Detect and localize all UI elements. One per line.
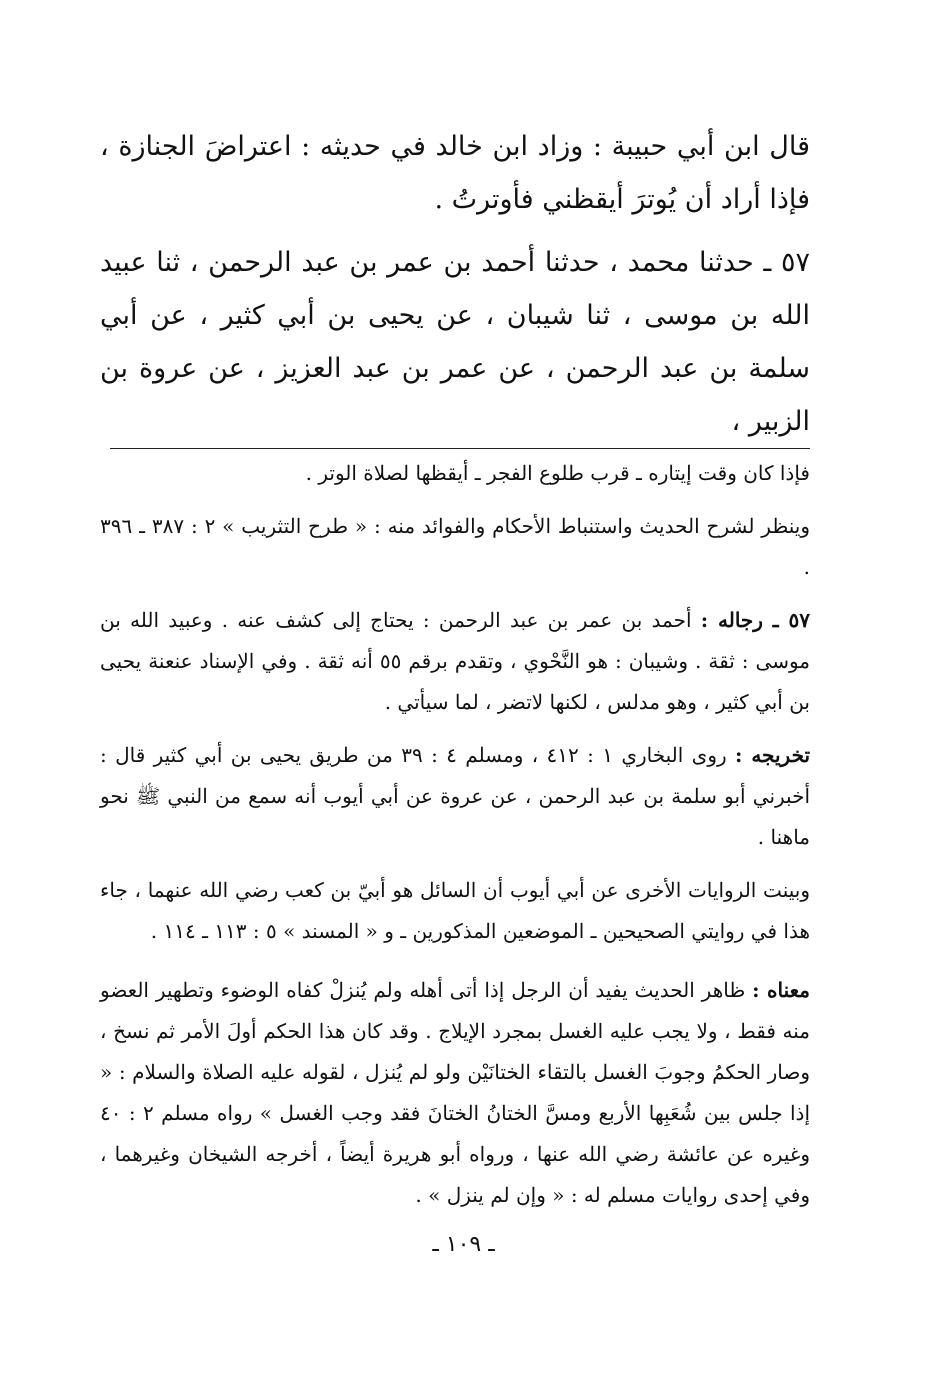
page-body	[100, 120, 810, 1216]
footnote-meaning-heading: معناه :	[752, 978, 810, 1002]
footnote-other-narrations: وبينت الروايات الأخرى عن أبي أيوب أن السائل هو أبيّ بن كعب رضي الله عنهما ، جاء هذا في روايتي الصحيحين ـ الموضعين المذكورين ـ و « المسند » ٥ : ١١٣ ـ ١١٤ .	[100, 878, 810, 943]
page-number: ـ ١٠٩ ـ	[432, 1232, 495, 1257]
main-paragraph-hadith-57: ٥٧ ـ حدثنا محمد ، حدثنا أحمد بن عمر بن عبد الرحمن ، ثنا عبيد الله بن موسى ، ثنا شيبان ، عن يحيى بن أبي كثير ، عن أبي سلمة بن عبد الرحمن ، عن عمر بن عبد العزيز ، عن عروة بن الزبير ،	[100, 247, 810, 437]
footnote-meaning	[100, 970, 810, 1216]
footnote-wakeup: فإذا كان وقت إيتاره ـ قرب طلوع الفجر ـ أيقظها لصلاة الوتر .	[305, 461, 810, 485]
footnote-takhrij	[100, 735, 810, 858]
footnote-takhrij-text: روى البخاري ١ : ٤١٢ ، ومسلم ٤ : ٣٩ من طريق يحيى بن أبي كثير قال : أخبرني أبو سلمة بن عبد الرحمن ، عن عروة عن أبي أيوب أنه سمع من النبي ﷺ نحو ماهنا .	[100, 743, 810, 849]
footnote-commentary-reference: وينظر لشرح الحديث واستنباط الأحكام والفوائد منه : « طرح التثريب » ٢ : ٣٨٧ ـ ٣٩٦ .	[100, 514, 810, 579]
footnote-separator	[110, 448, 810, 449]
main-paragraph-continuation: قال ابن أبي حبيبة : وزاد ابن خالد في حديثه : اعتراضَ الجنازة ، فإذا أراد أن يُوترَ أيقظني فأوترتُ .	[100, 131, 810, 215]
footnote-meaning-text: ظاهر الحديث يفيد أن الرجل إذا أتى أهله ولم يُنزلْ كفاه الوضوء وتطهير العضو منه فقط ، ولا يجب عليه الغسل بمجرد الإيلاج . وقد كان هذا الحكم أولَ الأمر ثم نسخ ، وصار الحكمُ وجوبَ الغسل بالتقاء الختانَيْن ولو لم يُنزل ، لقوله عليه الصلاة والسلام : « إذا جلس بين شُعَبِها الأربع ومسَّ الختانُ الختانَ فقد وجب الغسل » رواه مسلم ٢ : ٤٠ وغيره عن عائشة رضي الله عنها ، ورواه أبو هريرة أيضاً ، أخرجه الشيخان وغيرهما ، وفي إحدى روايات مسلم له : « وإن لم ينزل » .	[100, 978, 811, 1207]
footnote-narrators	[100, 600, 810, 723]
footnote-narrators-text: أحمد بن عمر بن عبد الرحمن : يحتاج إلى كشف عنه . وعبيد الله بن موسى : ثقة . وشيبان : هو النَّحْوي ، وتقدم برقم ٥٥ أنه ثقة . وفي الإسناد عنعنة يحيى بن أبي كثير ، وهو مدلس ، لكنها لاتضر ، لما سيأتي .	[100, 608, 810, 714]
footnote-takhrij-heading: تخريجه :	[735, 743, 811, 767]
footnote-narrators-heading: ٥٧ ـ رجاله :	[700, 608, 811, 632]
